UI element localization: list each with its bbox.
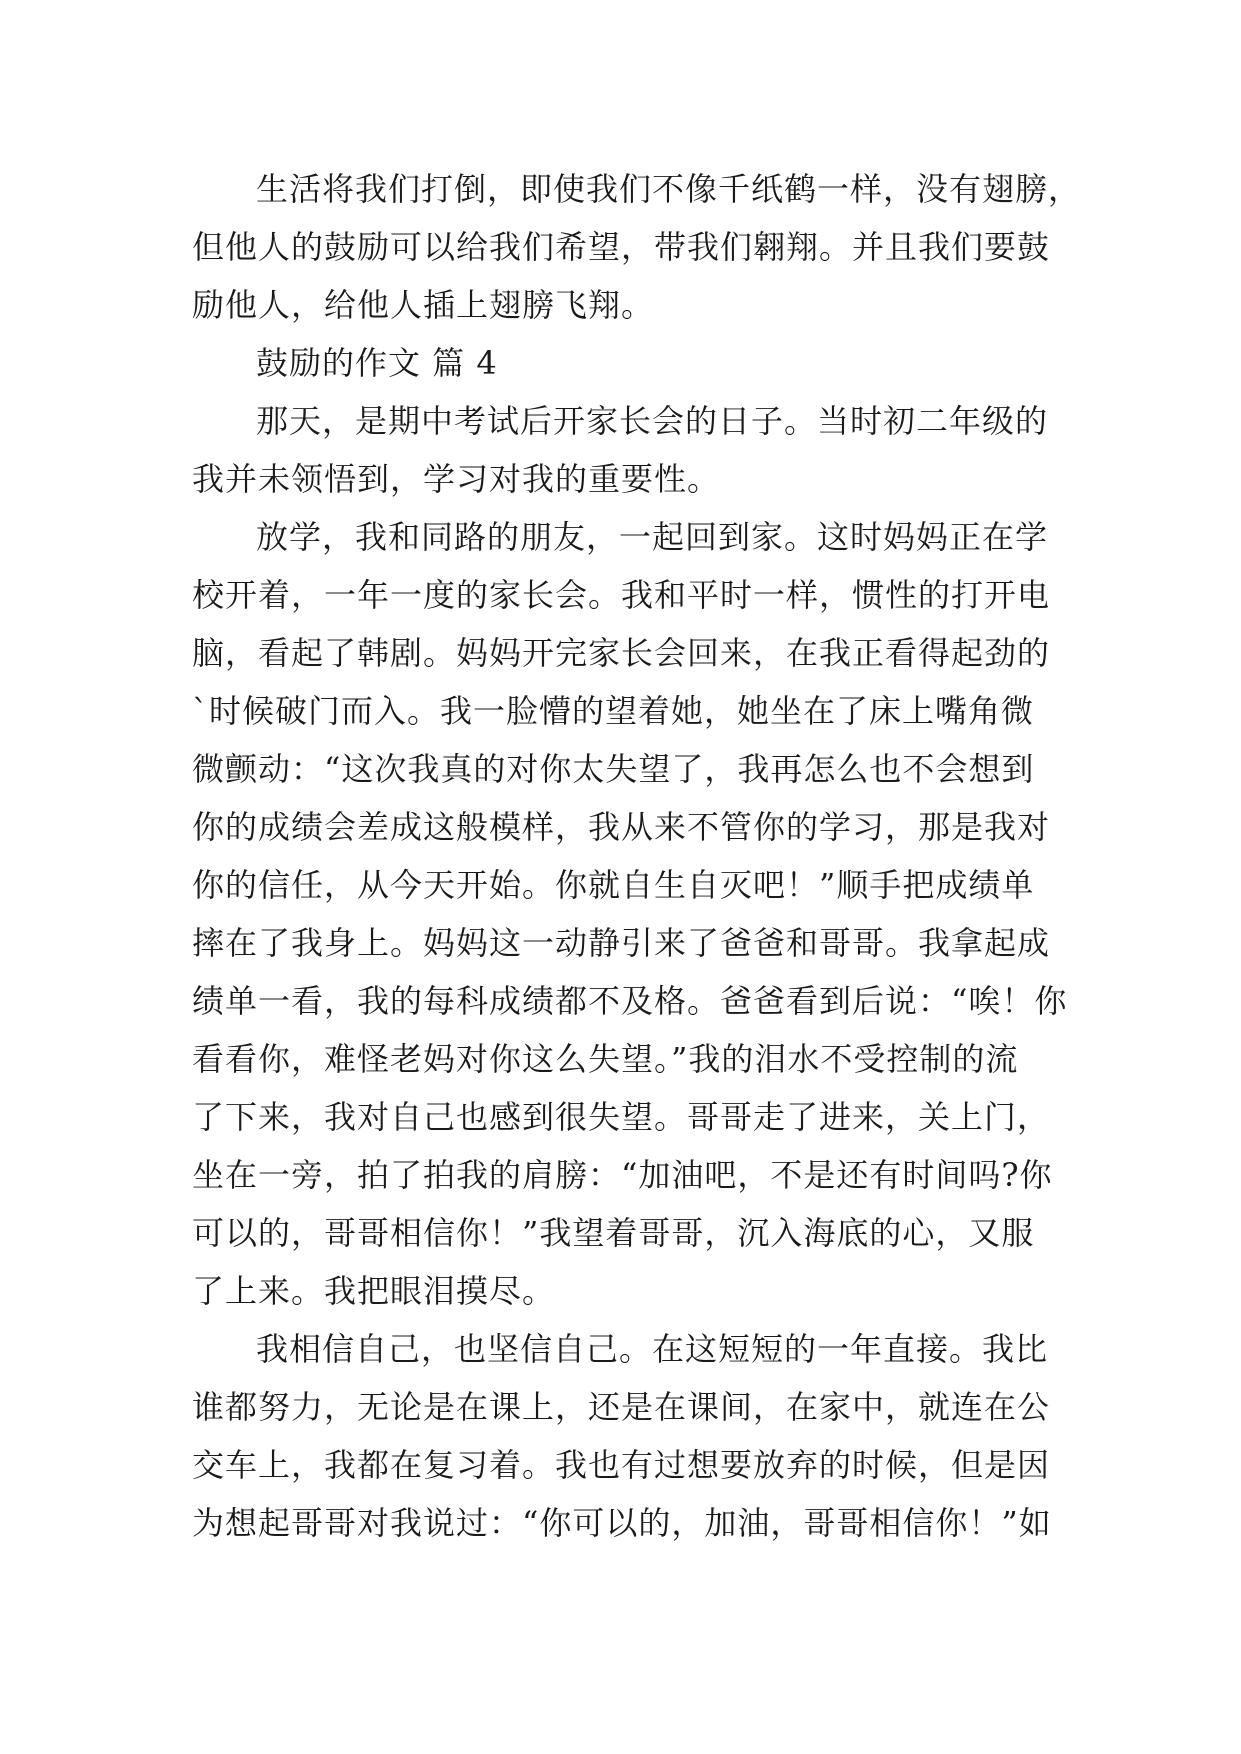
- paragraph-2: [192, 392, 1062, 508]
- paragraph-3: [192, 508, 1068, 1320]
- text-line: 我相信自己，也坚信自己。在这短短的一年直接。我比: [256, 1330, 1049, 1368]
- text-line: `时候破门而入。我一脸懵的望着她，她坐在了床上嘴角微: [192, 692, 1035, 730]
- section-heading: 鼓励的作文 篇 4: [256, 344, 498, 382]
- text-line: 微颤动：“这次我真的对你太失望了，我再怎么也不会想到: [192, 750, 1035, 788]
- text-line: 励他人，给他人插上翅膀飞翔。: [192, 286, 655, 324]
- text-line: 坐在一旁，拍了拍我的肩膀：“加油吧，不是还有时间吗?你: [192, 1156, 1053, 1194]
- text-line: 校开着，一年一度的家长会。我和平时一样，惯性的打开电: [192, 576, 1051, 614]
- paragraph-4: [192, 1320, 1062, 1552]
- text-line: 你的信任，从今天开始。你就自生自灭吧！”顺手把成绩单: [192, 866, 1035, 904]
- text-line: 绩单一看，我的每科成绩都不及格。爸爸看到后说：“唉！你: [192, 982, 1068, 1020]
- text-line: 摔在了我身上。妈妈这一动静引来了爸爸和哥哥。我拿起成: [192, 924, 1051, 962]
- text-line: 我并未领悟到，学习对我的重要性。: [192, 460, 721, 498]
- document-body: [192, 160, 1082, 1552]
- text-line: 了上来。我把眼泪摸尽。: [192, 1272, 556, 1310]
- paragraph-1: [192, 160, 1082, 334]
- text-line: 但他人的鼓励可以给我们希望，带我们翱翔。并且我们要鼓: [192, 228, 1051, 266]
- text-line: 你的成绩会差成这般模样，我从来不管你的学习，那是我对: [192, 808, 1051, 846]
- text-line: 可以的，哥哥相信你！”我望着哥哥，沉入海底的心，又服: [192, 1214, 1035, 1252]
- text-line: 谁都努力，无论是在课上，还是在课间，在家中，就连在公: [192, 1388, 1051, 1426]
- text-line: 放学，我和同路的朋友，一起回到家。这时妈妈正在学: [256, 518, 1049, 556]
- text-line: 生活将我们打倒，即使我们不像千纸鹤一样，没有翅膀，: [256, 170, 1082, 208]
- text-line: 为想起哥哥对我说过：“你可以的，加油，哥哥相信你！”如: [192, 1504, 1052, 1542]
- text-line: 交车上，我都在复习着。我也有过想要放弃的时候，但是因: [192, 1446, 1051, 1484]
- text-line: 脑，看起了韩剧。妈妈开完家长会回来，在我正看得起劲的: [192, 634, 1051, 672]
- text-line: 那天，是期中考试后开家长会的日子。当时初二年级的: [256, 402, 1049, 440]
- text-line: 了下来，我对自己也感到很失望。哥哥走了进来，关上门，: [192, 1098, 1051, 1136]
- text-line: 看看你，难怪老妈对你这么失望。”我的泪水不受控制的流: [192, 1040, 1019, 1078]
